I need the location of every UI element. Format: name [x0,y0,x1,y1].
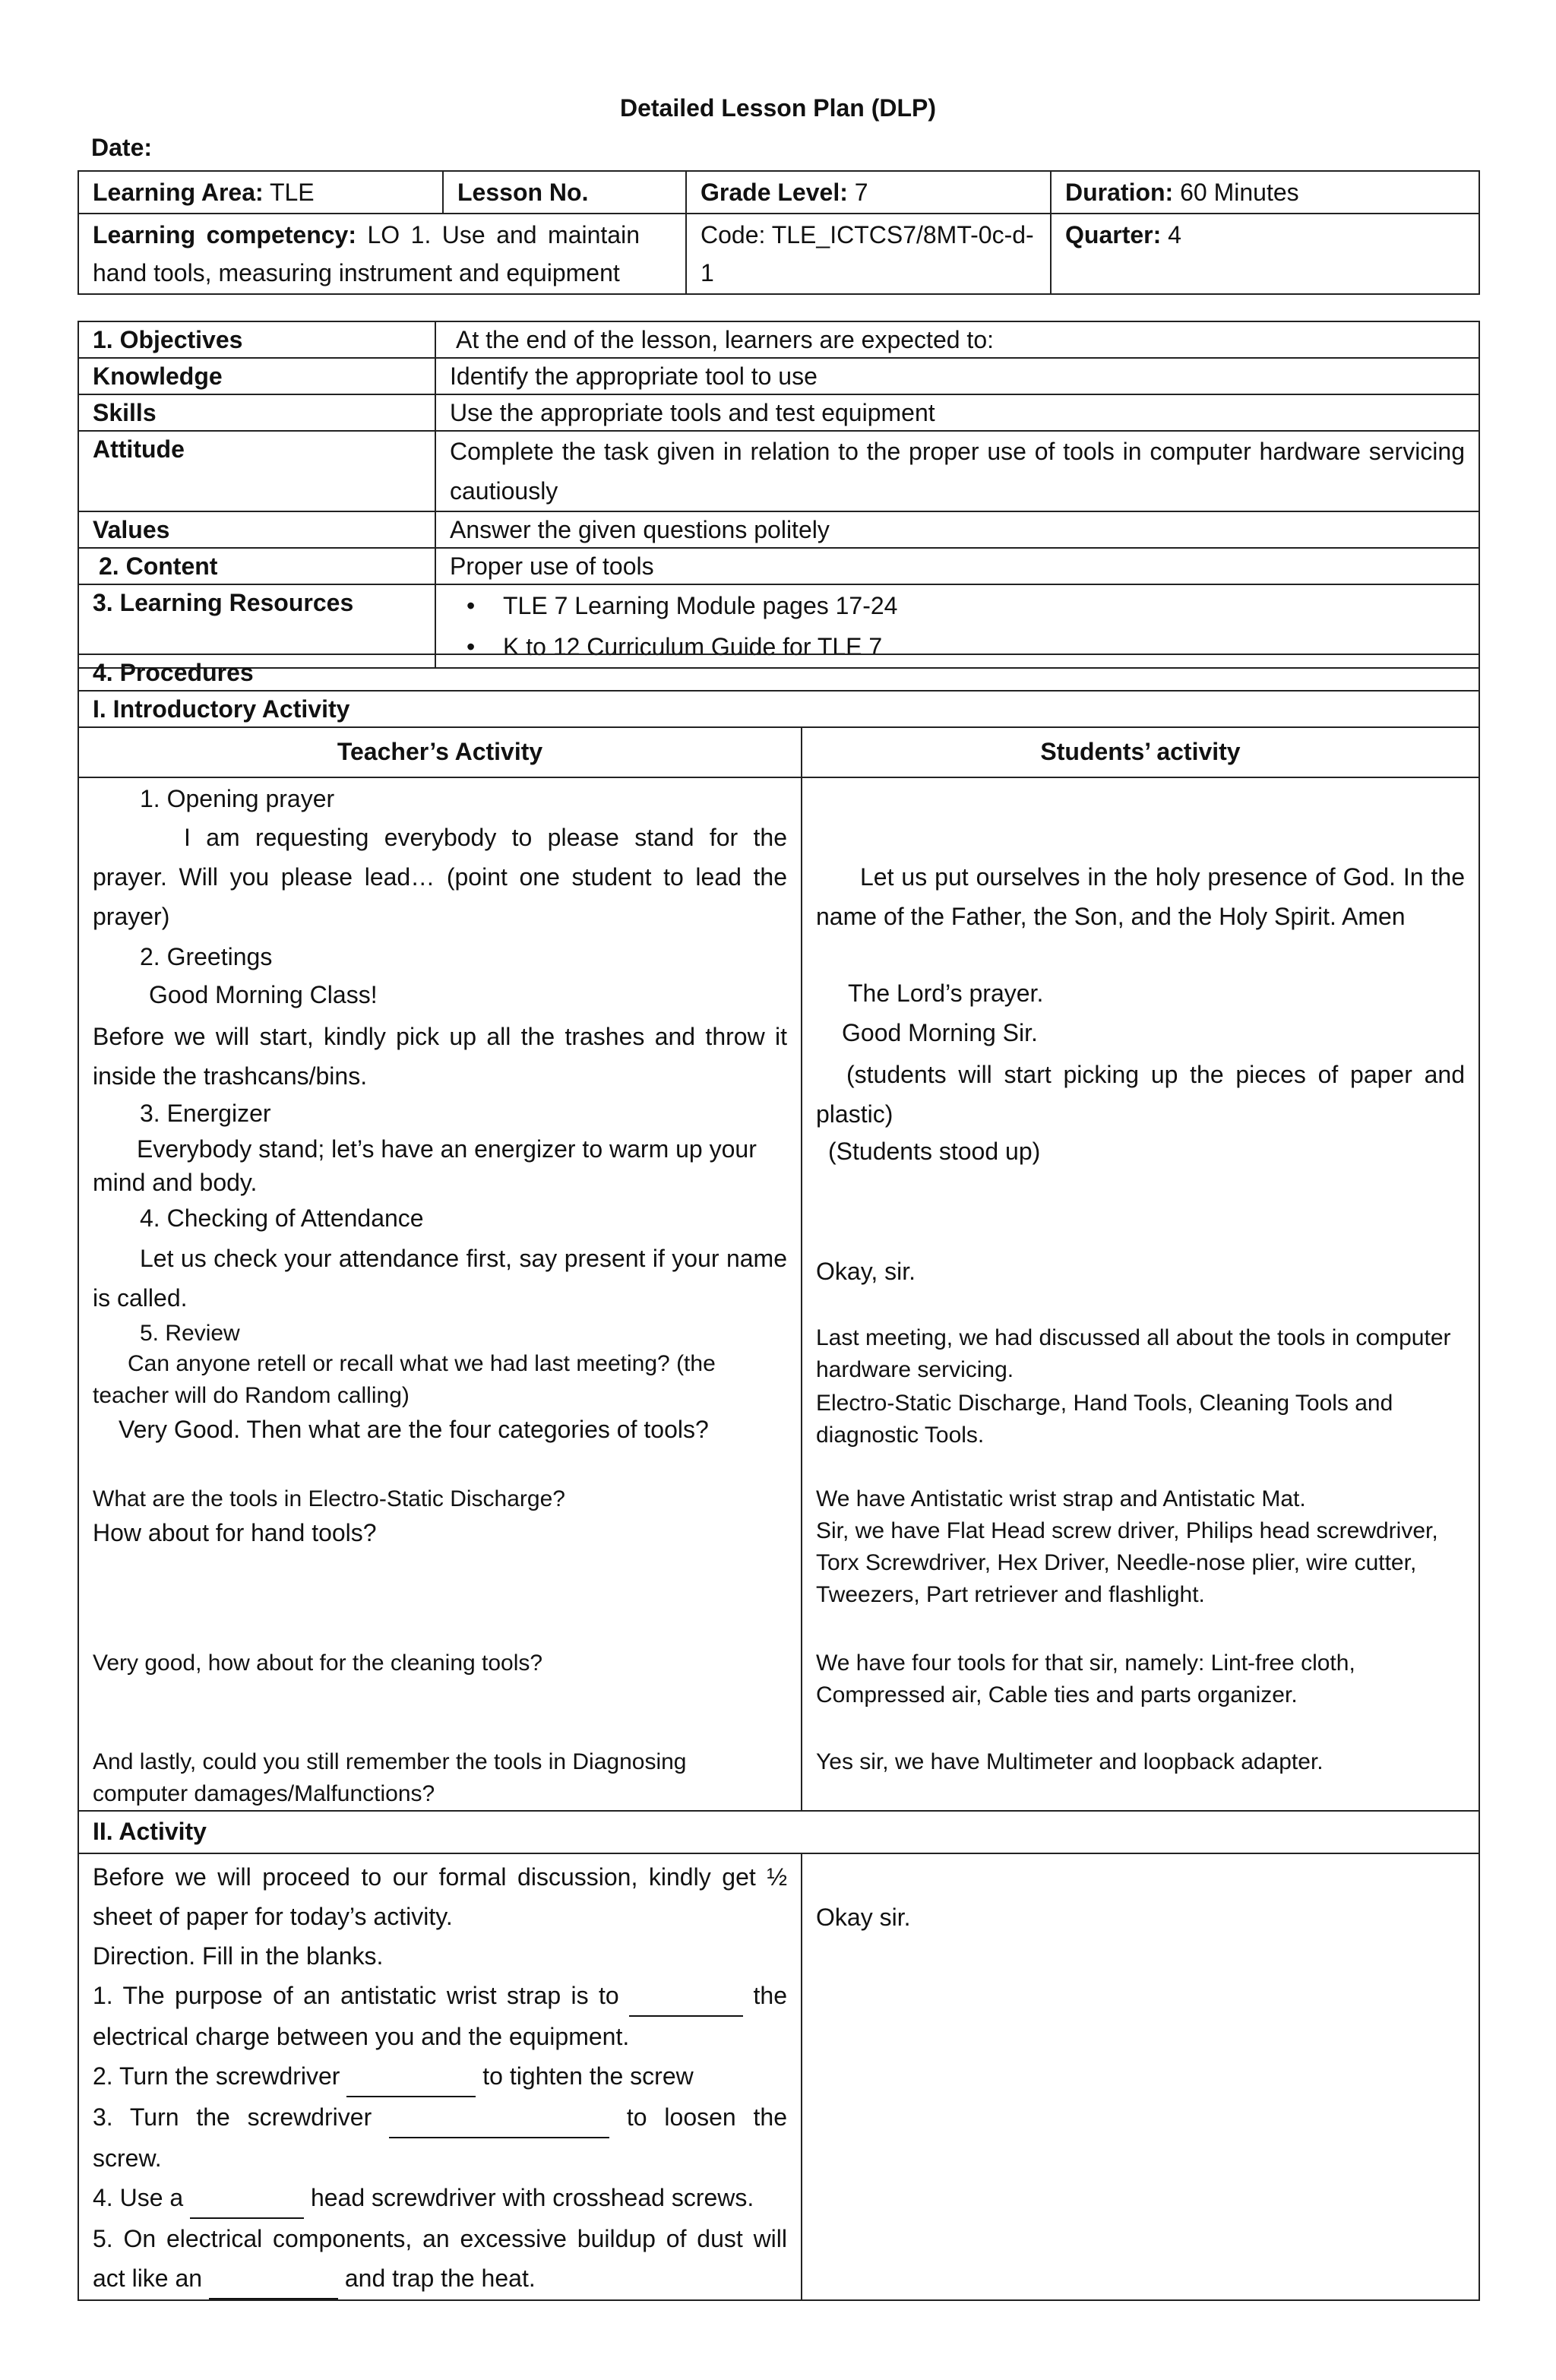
content-label: 2. Content [78,548,435,584]
resources-label: 3. Learning Resources [78,584,435,668]
cleaning-tools-response: We have four tools for that sir, namely: Lint-free cloth, Compressed air, Cable ties and parts organizer. [816,1650,1355,1707]
content-value: Proper use of tools [435,548,1479,584]
activity-label: II. Activity [78,1811,1479,1853]
quarter-label: Quarter: [1065,221,1162,248]
attitude-value: Complete the task given in relation to the proper use of tools in computer hardware servicing cautiously [435,431,1479,511]
values-label: Values [78,511,435,548]
activity-item [93,2056,787,2097]
attendance-response: Okay, sir. [816,1258,916,1285]
greetings-text: Good Morning Class! [149,981,378,1008]
teacher-activity-header: Teacher’s Activity [78,727,802,777]
procedures-label: 4. Procedures [78,654,1479,691]
duration-cell [1051,171,1479,214]
procedures-table [77,654,1480,2301]
objectives-value: At the end of the lesson, learners are expected to: [435,321,1479,358]
activity-item [93,1976,787,2056]
learning-area-label: Learning Area: [93,179,264,206]
review-title: 5. Review [140,1321,240,1346]
activity-item [93,2097,787,2178]
activity-text: 4. Use a [93,2184,191,2211]
duration-label: Duration: [1065,179,1174,206]
blank-line [209,2258,338,2299]
quarter-cell [1051,214,1479,294]
review-question: Very Good. Then what are the four categories of tools? [119,1416,709,1443]
activity-text: the electrical charge between you and the equipment. [93,1982,788,2050]
duration-value: 60 Minutes [1173,179,1299,206]
blank-line [346,2056,476,2097]
pick-up-response: (students will start picking up the pieces of paper and plastic) [816,1061,1465,1128]
energizer-text: Everybody stand; let’s have an energizer to warm up your mind and body. [93,1135,757,1196]
code-cell: Code: TLE_ICTCS7/8MT-0c-d-1 [686,214,1051,294]
activity-teacher-cell [78,1853,802,2300]
opening-prayer-text: I am requesting everybody to please stand for the prayer. Will you please lead… (point one student to lead the prayer) [93,824,787,930]
esd-response: We have Antistatic wrist strap and Antistatic Mat. [816,1486,1306,1511]
hand-tools-response: Sir, we have Flat Head screw driver, Philips head screwdriver, Torx Screwdriver, Hex Driver, Needle-nose plier, wire cutter, Tweezers, Part retriever and flashlight. [816,1518,1438,1607]
activity-item [93,2178,787,2219]
diagnosing-tools-question: And lastly, could you still remember the tools in Diagnosing computer damages/Malfunctions? [93,1749,687,1806]
blank-line [389,2097,609,2138]
learning-area-cell [78,171,443,214]
activity-student-reply: Okay sir. [816,1904,911,1931]
objectives-label: 1. Objectives [78,321,435,358]
grade-level-cell [686,171,1051,214]
blank-line [629,1976,743,2017]
categories-response: Electro-Static Discharge, Hand Tools, Cleaning Tools and diagnostic Tools. [816,1391,1393,1448]
attitude-label: Attitude [78,431,435,511]
skills-label: Skills [78,394,435,431]
activity-text: 5. On electrical components, an excessive buildup of dust will act like an [93,2225,787,2292]
opening-prayer-title: 1. Opening prayer [140,785,335,812]
learning-area-value: TLE [263,179,315,206]
diagnosing-tools-response: Yes sir, we have Multimeter and loopback adapter. [816,1749,1324,1774]
grade-level-label: Grade Level: [701,179,848,206]
skills-value: Use the appropriate tools and test equipment [435,394,1479,431]
greeting-response: Good Morning Sir. [842,1019,1038,1046]
blank-line [190,2178,304,2219]
trash-instruction: Before we will start, kindly pick up all the trashes and throw it inside the trashcans/bins. [93,1023,787,1090]
stood-up-response: (Students stood up) [828,1138,1041,1165]
activity-text: head screwdriver with crosshead screws. [304,2184,754,2211]
activity-text: 3. Turn the screwdriver [93,2103,390,2131]
energizer-title: 3. Energizer [140,1100,271,1127]
page-title: Detailed Lesson Plan (DLP) [619,94,937,122]
grade-level-value: 7 [847,179,868,206]
activity-student-cell [802,1853,1479,2300]
review-text: Can anyone retell or recall what we had last meeting? (the teacher will do Random calling) [93,1351,716,1408]
activity-text: to tighten the screw [476,2062,694,2090]
header-row [78,171,1479,214]
activity-text: and trap the heat. [337,2264,536,2292]
review-response: Last meeting, we had discussed all about the tools in computer hardware servicing. [816,1325,1451,1382]
esd-question: What are the tools in Electro-Static Discharge? [93,1486,565,1511]
competency-label: Learning competency: [93,221,356,248]
greetings-title: 2. Greetings [140,943,273,970]
hand-tools-question: How about for hand tools? [93,1519,377,1546]
teacher-activity-cell [78,777,802,1811]
competency-value: LO 1. Use and maintain hand tools, measuring instrument and equipment [93,221,640,286]
activity-item [93,2219,787,2299]
students-activity-cell [802,777,1479,1811]
values-value: Answer the given questions politely [435,511,1479,548]
activity-text: 1. The purpose of an antistatic wrist strap is to [93,1982,630,2009]
activity-intro: Before we will proceed to our formal discussion, kindly get ½ sheet of paper for today’s activity. [93,1863,787,1930]
attendance-title: 4. Checking of Attendance [140,1204,424,1232]
cleaning-tools-question: Very good, how about for the cleaning tools? [93,1650,543,1676]
knowledge-value: Identify the appropriate tool to use [435,358,1479,394]
quarter-value: 4 [1161,221,1181,248]
header-table [77,170,1480,295]
activity-direction: Direction. Fill in the blanks. [93,1942,384,1970]
activity-text: to loosen the screw. [93,2103,788,2172]
prayer-response: Let us put ourselves in the holy presence of God. In the name of the Father, the Son, and the Holy Spirit. Amen [816,863,1465,930]
attendance-text: Let us check your attendance first, say present if your name is called. [93,1245,787,1312]
resource-item: • TLE 7 Learning Module pages 17-24 [503,585,1465,626]
date-label: Date: [91,134,153,161]
knowledge-label: Knowledge [78,358,435,394]
resource-item: • K to 12 Curriculum Guide for TLE 7 [503,626,1465,667]
intro-activity-label: I. Introductory Activity [78,691,1479,727]
lesson-no-cell: Lesson No. [443,171,686,214]
competency-cell [78,214,686,294]
competency-row [78,214,1479,294]
objectives-table [77,321,1480,669]
students-activity-header: Students’ activity [802,727,1479,777]
activity-text: 2. Turn the screwdriver [93,2062,347,2090]
lords-prayer-response: The Lord’s prayer. [848,980,1044,1007]
